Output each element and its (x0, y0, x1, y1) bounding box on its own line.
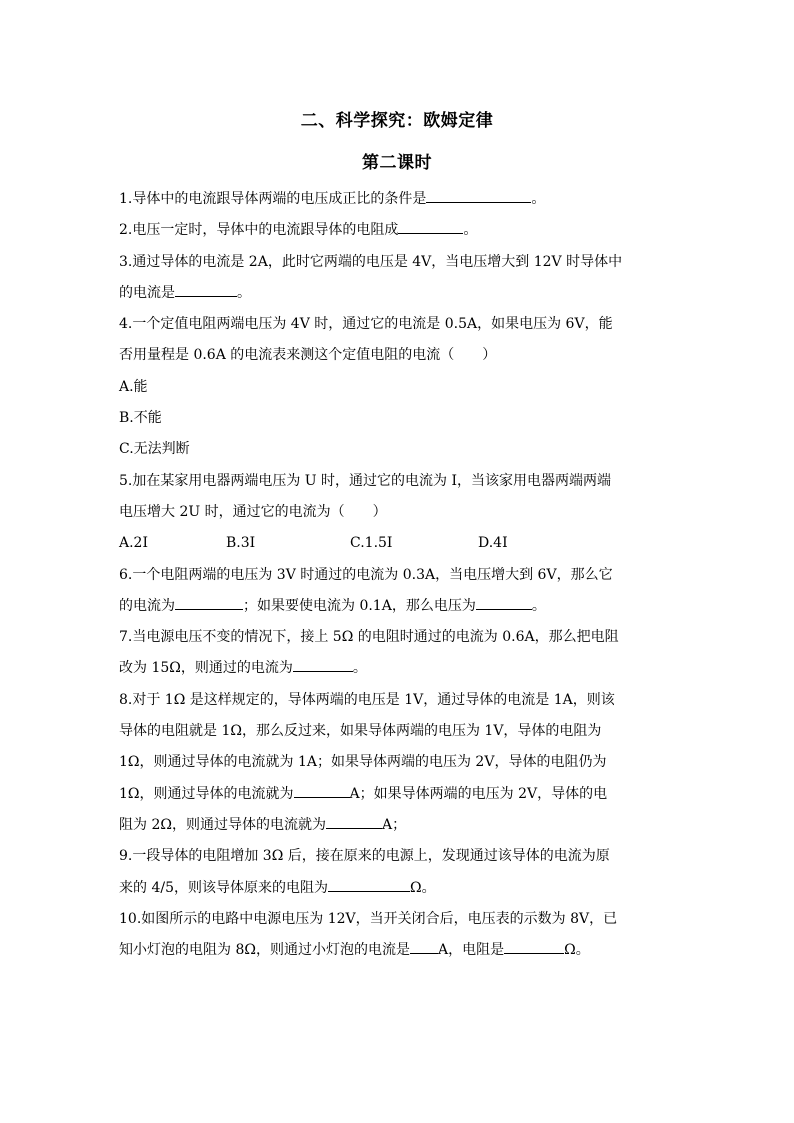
question-7-line-1: 7.当电源电压不变的情况下，接上 5Ω 的电阻时通过的电流为 0.6A，那么把电阻 (119, 629, 619, 646)
answer-blank (504, 939, 564, 954)
answer-blank (426, 188, 531, 203)
question-6-line-2: 的电流为 ；如果要使电流为 0.1A，那么电压为 。 (119, 591, 679, 622)
question-4-line-2: 否用量程是 0.6A 的电流表来测这个定值电阻的电流（ ） (119, 347, 497, 364)
question-5-option-c: C.1.5I (350, 535, 393, 552)
answer-blank (175, 595, 243, 610)
question-2: 2.电压一定时，导体中的电流跟导体的电阻成 。 (119, 215, 679, 246)
question-8-line-3: 1Ω，则通过导体的电流就为 1A；如果导体两端的电压为 2V，导体的电阻仍为 (119, 754, 607, 771)
answer-blank (175, 282, 237, 297)
answer-blank (398, 219, 463, 234)
answer-blank (476, 595, 532, 610)
question-8-line-1: 8.对于 1Ω 是这样规定的，导体两端的电压是 1V，通过导体的电流是 1A，则该 (119, 691, 615, 708)
question-9-line-1: 9.一段导体的电阻增加 3Ω 后，接在原来的电源上，发现通过该导体的电流为原 (119, 848, 610, 865)
answer-blank (293, 657, 353, 672)
question-4-option-c: C.无法判断 (119, 441, 190, 458)
question-5-line-1: 5.加在某家用电器两端电压为 U 时，通过它的电流为 I，当该家用电器两端两端 (119, 472, 612, 489)
question-7-line-2: 改为 15Ω，则通过的电流为 。 (119, 653, 679, 684)
question-8-line-2: 导体的电阻就是 1Ω，那么反过来，如果导体两端的电压为 1V，导体的电阻为 (119, 723, 602, 740)
question-10-line-2: 知小灯泡的电阻为 8Ω，则通过小灯泡的电流是 A，电阻是 Ω。 (119, 935, 679, 966)
question-8-line-4: 1Ω，则通过导体的电流就为 A；如果导体两端的电压为 2V，导体的电 (119, 779, 679, 810)
question-3-line-1: 3.通过导体的电流是 2A，此时它两端的电压是 4V，当电压增大到 12V 时导体中 (119, 253, 623, 270)
question-5-option-a: A.2I (119, 535, 148, 552)
question-8-line-5: 阻为 2Ω，则通过导体的电流就为 A； (119, 810, 679, 841)
answer-blank (410, 939, 438, 954)
page-subtitle: 第二课时 (362, 153, 432, 173)
question-4-option-a: A.能 (119, 378, 148, 395)
question-1: 1.导体中的电流跟导体两端的电压成正比的条件是 。 (119, 184, 679, 215)
question-5-line-2: 电压增大 2U 时，通过它的电流为（ ） (119, 503, 387, 520)
page-title: 二、科学探究：欧姆定律 (300, 111, 494, 131)
question-5-option-b: B.3I (226, 535, 256, 552)
question-9-line-2: 来的 4/5，则该导体原来的电阻为 Ω。 (119, 873, 679, 904)
question-3-line-2: 的电流是 。 (119, 278, 679, 309)
question-5-options (119, 528, 679, 559)
question-10-line-1: 10.如图所示的电路中电源电压为 12V，当开关闭合后，电压表的示数为 8V，已 (119, 910, 618, 927)
question-6-line-1: 6.一个电阻两端的电压为 3V 时通过的电流为 0.3A，当电压增大到 6V，那么它 (119, 566, 613, 583)
answer-blank (328, 877, 410, 892)
question-5-option-d: D.4I (478, 535, 508, 552)
answer-blank (326, 814, 382, 829)
question-list (119, 184, 679, 966)
answer-blank (294, 783, 350, 798)
question-4-line-1: 4.一个定值电阻两端电压为 4V 时，通过它的电流是 0.5A，如果电压为 6V，能 (119, 316, 613, 333)
question-4-option-b: B.不能 (119, 410, 162, 427)
